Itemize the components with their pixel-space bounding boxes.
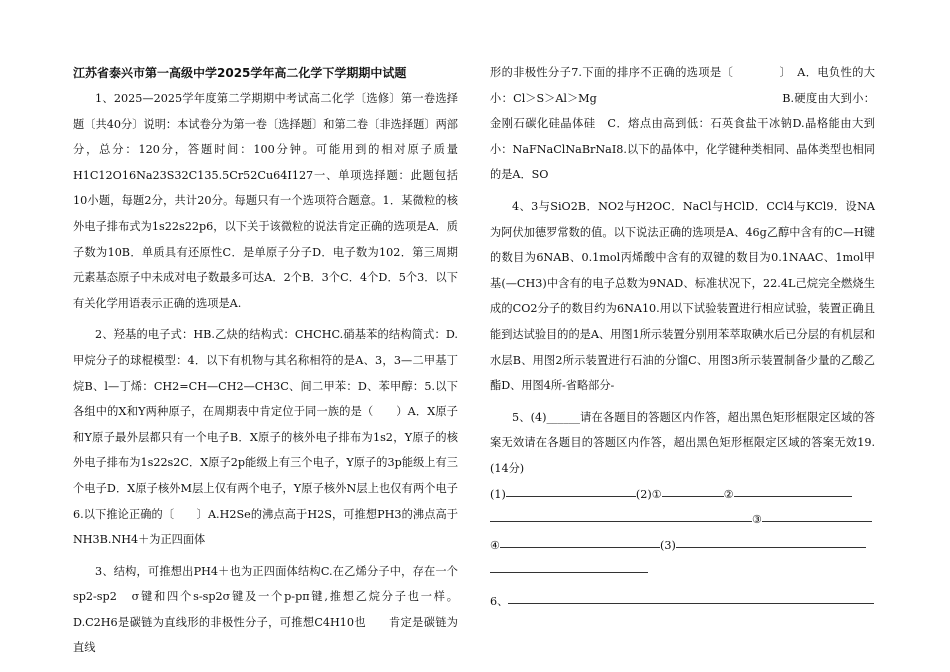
answer-blank[interactable]	[506, 482, 636, 497]
answer-label-3c: ③	[752, 513, 763, 527]
answer-label-3: (3)	[660, 538, 676, 552]
answer-blank[interactable]	[490, 507, 752, 522]
answer-label-4: ④	[490, 538, 501, 552]
paragraph-4: 形的非极性分子7.下面的排序不正确的选项是〔 〕 A．电负性的大小：Cl＞S＞Al＞Mg B.硬度由大到小：金刚石碳化硅晶体硅 C．熔点由高到低：石英食盐干冰钠D.晶格能由大到小：NaFNaClNaBrNaI8.以下的晶体中，化学键种类相同、晶体类型也相同的是A．SO	[490, 66, 875, 182]
answer-label-2b: ②	[723, 487, 734, 501]
last-label: 6、	[490, 595, 509, 608]
answer-line-1	[490, 482, 875, 508]
right-column	[490, 60, 875, 573]
last-answer-line	[490, 589, 875, 615]
answer-blank[interactable]	[500, 533, 660, 548]
paragraph-3: 3、结构，可推想出PH4＋也为正四面体结构C.在乙烯分子中，存在一个sp2-sp2 σ键和四个s-sp2σ键及一个p-pπ键,推想乙烷分子也一样。D.C2H6是碳链为直线形的非极性分子，可推想C4H10也 肯定是碳链为直线	[73, 564, 458, 655]
left-column	[73, 60, 458, 661]
answer-line-4	[490, 558, 875, 573]
paragraph-1: 1、2025—2025学年度第二学期期中考试高二化学〔选修〕第一卷选择题〔共40分〕说明：本试卷分为第一卷〔选择题〕和第二卷〔非选择题〕两部分，总分：120分，答题时间：100分钟。可能用到的相对原子质量H1C12O16Na23S32C135.5Cr52Cu64I127一、单项选择题：此题包括10小题，每题2分，共计20分。每题只有一个选项符合题意。1．某微粒的核外电子排布式为1s22s22p6，以下关于该微粒的说法肯定正确的选项是A．质子数为10B．单质具有还原性C．是单原子分子D．电子数为102．第三周期元素基态原子中未成对电子数最多可达A．2个B．3个C．4个D．5个3．以下有关化学用语表示正确的选项是A.	[73, 92, 458, 310]
paragraph-2: 2、羟基的电子式：HB.乙炔的结构式：CHCHC.硝基苯的结构简式：D.甲烷分子的球棍模型：4．以下有机物与其名称相符的是A、3，3—二甲基丁烷B、l—丁烯：CH2=CH—CH2—CH3C、间二甲苯：D、苯甲醇：5.以下各组中的X和Y两种原子，在周期表中肯定位于同一族的是（ ）A．X原子和Y原子最外层都只有一个电子B．X原子的核外电子排布为1s2，Y原子的核外电子排布为1s22s2C．X原子2p能级上有三个电子，Y原子的3p能级上有三个电子D．X原子核外M层上仅有两个电子，Y原子核外N层上也仅有两个电子6.以下推论正确的〔 〕A.H2Se的沸点高于H2S，可推想PH3的沸点高于NH3B.NH4＋为正四面体	[73, 328, 458, 547]
paragraph-6: 5、(4)______请在各题目的答题区内作答，超出黑色矩形框限定区域的答案无效请在各题目的答题区内作答，超出黑色矩形框限定区域的答案无效19.(14分)	[490, 410, 875, 475]
answer-line-2	[490, 507, 875, 533]
answer-blank[interactable]	[508, 589, 874, 604]
answer-blank[interactable]	[762, 507, 872, 522]
answer-blank[interactable]	[662, 482, 724, 497]
answer-line-3	[490, 533, 875, 559]
paragraph-5: 4、3与SiO2B．NO2与H2OC．NaCl与HClD．CCl4与KCl9．设NA为阿伏加德罗常数的值。以下说法正确的选项是A、46g乙醇中含有的C—H键的数目为6NAB、0.1mol丙烯酸中含有的双键的数目为0.1NAAC、1mol甲基(—CH3)中含有的电子总数为9NAD、标准状况下，22.4L己烷完全燃烧生成的CO2分子的数目约为6NA10.用以下试验装置进行相应试验，装置正确且能到达试验目的的是A、用图1所示装置分别用苯萃取碘水后已分层的有机层和水层B、用图2所示装置进行石油的分馏C、用图3所示装置制备少量的乙酸乙酯D、用图4所-省略部分-	[490, 199, 875, 393]
answer-label-2: (2)①	[635, 487, 662, 501]
answer-label-1: (1)	[490, 487, 506, 501]
page-title: 江苏省泰兴市第一高级中学2025学年高二化学下学期期中试题	[73, 66, 407, 80]
answer-blank[interactable]	[490, 558, 648, 573]
answer-blank[interactable]	[676, 533, 866, 548]
answer-blank[interactable]	[734, 482, 852, 497]
